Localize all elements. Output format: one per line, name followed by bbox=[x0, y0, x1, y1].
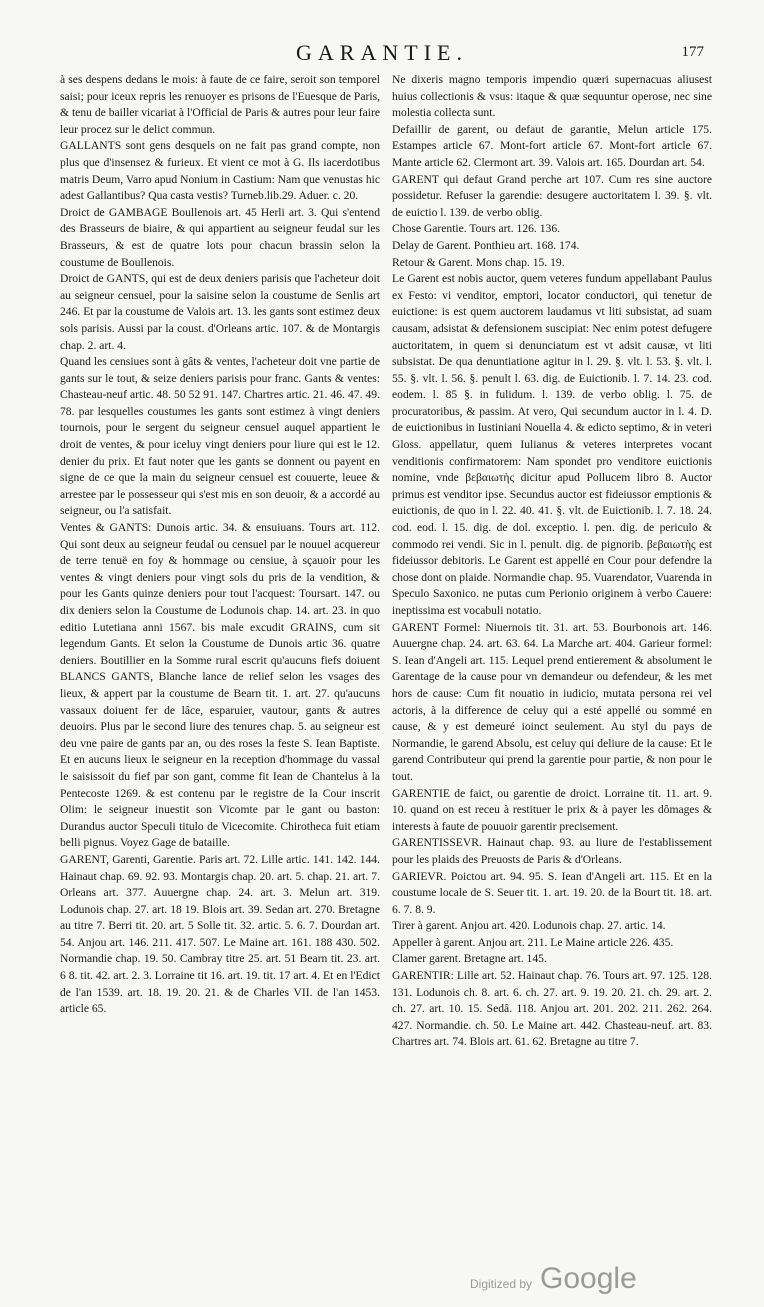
paragraph: GARIEVR. Poictou art. 94. 95. S. Iean d'Angeli art. 115. Et en la coustume locale de S. Seuer tit. 1. art. 19. 20. de la Bourt tit. 18. art. 6. 7. 8. 9. bbox=[392, 869, 712, 916]
paragraph: Le Garent est nobis auctor, quem veteres fundum appellabant Paulus ex Festo: vi venditor, emptori, locator conductori, qui tenetur de euictione: is est quem auctorem laudamus vt liti subsistat, ad suam causam, adsistat & defensionem suscipiat: Nec enim potest defugere auctoritatem, in quem si denunciatum est vt adsit causæ, vt liti subsistat. De qua denuntiatione agitur in l. 29. §. vlt. l. 53. §. vlt. l. 55. §. vlt. l. 56. §. penult l. 63. dig. de Euictionib. l. 7. 14. 23. cod. eodem. l. 85 §. in fulidum. l. 139. de verbo oblig. l. 75. de procuratoribus, & passim. At vero, Qui secundum auctor in l. 4. D. de euictionibus in Iustiniani Nouella 4. & edicto septimo, & in veteri Gloss. appellatur, quem Iulianus & veteres interpretes vocant venditionis confirmatorem: Nam spondet pro venditore euictionis nomine, vnde βεβαιωτὴς dicitur apud Pollucem libro 8. Auctor primus est venditor ipse. Secundus auctor est fideiussor emptionis & euictionis, de quo in l. 22. 40. 41. §. vlt. de Euictionib. l. 7. 18. 24. cod. eod. l. 15. dig. de dol. exceptio. l. pen. dig. de periculo & commodo rei vendi. Sic in l. penult. dig. de pignorib. βεβαιωτὴς est fideiussor debitoris. Le Garent est appellé en Cour pour defendre la chose dont on plaide. Normandie chap. 95. Vuarendator, Vuarenda in Speculo Saxonico. ne putas cum Perionio originem à verbo Cauere: ineptissima est vocabuli notatio. bbox=[392, 272, 712, 617]
paragraph: Chose Garentie. Tours art. 126. 136. bbox=[392, 222, 561, 236]
paragraph: Retour & Garent. Mons chap. 15. 19. bbox=[392, 255, 565, 269]
paragraph: Tirer à garent. Anjou art. 420. Lodunois chap. 27. artic. 14. bbox=[392, 919, 666, 933]
paragraph: GARENT Formel: Niuernois tit. 31. art. 53. Bourbonois art. 146. Auuergne chap. 24. art. 63. 64. La Marche art. 404. Garieur formel: S. Iean d'Angeli art. 115. Lequel prend entierement & absolument le Garentage de la cause pour vn demandeur ou defendeur, & les met hors de cause: Cum fit nouatio in iudicio, mutata persona rei vel actoris, à la difference de celuy qui a esté appellé ou sommé en cause, & y est demeuré ioinct seulement. Au styl du pays de Normandie, le garend Absolu, est celuy qui deliure de la cause: Et le garend Contributeur qui prend la garentie pour partie, & non pour le tout. bbox=[392, 620, 712, 783]
paragraph: GARENT, Garenti, Garentie. Paris art. 72. Lille artic. 141. 142. 144. Hainaut chap. 69. 92. 93. Montargis chap. 20. art. 5. chap. 21. art. 7. Orleans art. 377. Auuergne chap. 24. art. 3. Melun art. 319. Lodunois chap. 27. art. 18 19. Blois art. 39. Sedan art. 270. Bretagne au titre 7. Berri tit. 20. art. 5 Solle tit. 32. artic. 5. 6. 7. Dourdan art. 54. Anjou art. 146. 211. 417. 507. Le Maine art. 161. 188 430. 502. Normandie chap. 19. 50. Cambray titre 25. art. 51 Bearn tit. 23. art. 6 8. tit. 42. art. 2. 3. Lorraine tit 16. art. 19. tit. 17 art. 4. Et en l'Edict de l'an 1539. art. 18. 19. 20. 21. & de Charles VII. de l'an 1453. article 65. bbox=[60, 852, 380, 1016]
digitized-label: Digitized by bbox=[470, 1277, 533, 1291]
left-column bbox=[60, 72, 380, 1018]
paragraph: GARENTISSEVR. Hainaut chap. 93. au liure de l'establissement pour les plaids des Preuosts de Paris & d'Orleans. bbox=[392, 836, 712, 866]
right-column bbox=[392, 72, 712, 1051]
paragraph: Droict de GAMBAGE Boullenois art. 45 Herli art. 3. Qui s'entend des Brasseurs de biaire, & qui appartient au seigneur feudal sur les Brasseurs, & est de quatre lots pour chacun brassin selon la coustume de Boullenois. bbox=[60, 205, 380, 269]
page-header bbox=[60, 40, 704, 72]
running-head: GARANTIE. bbox=[296, 40, 468, 65]
paragraph: Appeller à garent. Anjou art. 211. Le Maine article 226. 435. bbox=[392, 935, 674, 949]
paragraph: Droict de GANTS, qui est de deux deniers parisis que l'acheteur doit au seigneur censuel, pour la saisine selon la coustume de Senlis art 246. Et par la coustume de Valois art. 13. les gants sont estimez deux sols parisis. Aussi par la coust. d'Orleans artic. 107. & de Montargis chap. 2. art. 4. bbox=[60, 272, 380, 352]
paragraph: Clamer garent. Bretagne art. 145. bbox=[392, 952, 547, 966]
paragraph: GARENTIR: Lille art. 52. Hainaut chap. 76. Tours art. 97. 125. 128. 131. Lodunois ch. 8. art. 6. ch. 27. art. 9. 19. 20. 21. ch. 29. art. 2. ch. 27. art. 10. 15. Sedâ. 118. Anjou art. 201. 202. 211. 262. 264. 427. Normandie. ch. 50. Le Maine art. 442. Chasteau-neuf. art. 83. Chartres art. 74. Blois art. 61. 62. Bretagne au titre 7. bbox=[392, 969, 712, 1049]
paragraph: GARENTIE de faict, ou garentie de droict. Lorraine tit. 11. art. 9. 10. quand on est receu à restituer le prix & à payer les dômages & interests à faute de pouuoir garentir precisement. bbox=[392, 786, 712, 833]
google-logo: Google bbox=[540, 1262, 637, 1295]
paragraph: GALLANTS sont gens desquels on ne fait pas grand compte, non plus que d'insensez & furieux. Et vient ce mot à G. Ils iacerdotibus matris Deum, Varro apud Nonium in Castium: Nam que venustas hic adest Gallantibus? Qua casta vestis? Turneb.lib.29. Aduer. c. 20. bbox=[60, 139, 380, 203]
paragraph: Delay de Garent. Ponthieu art. 168. 174. bbox=[392, 238, 580, 252]
paragraph: Defaillir de garent, ou defaut de garantie, Melun article 175. Estampes article 67. Mont-fort article 67. Mont-fort article 67. Mante article 62. Clermont art. 39. Valois art. 165. Dourdan art. 54. bbox=[392, 122, 712, 169]
paragraph: Ventes & GANTS: Dunois artic. 34. & ensuiuans. Tours art. 112. Qui sont deux au seigneur feudal ou censuel par le nouuel acquereur de terre tenuë en foy & hommage ou censiue, à sçauoir pour les ventes & vingt deniers pour vingt sols du pris de la vendition, & pour les Gants quinze deniers pour tout l'acquest: Toursart. 147. ou dix deniers selon la Coustume de Lodunois chap. 14. art. 23. in quo editio Lutetiana anni 1567. bis male excudit GRAINS, cum sit legendum Gants. Et selon la Coustume de Dunois artic 36. quatre deniers. Boutillier en la Somme rural escrit qu'aucuns fiefs doiuent BLANCS GANTS, Blanche lance de relief selon les vsages des lieux, & appert par la coustume de Bearn tit. 1. art. 27. qu'aucuns vassaux doiuent fer de lâce, esparuier, vautour, gants & autres deuoirs. Plus par le second liure des tenures chap. 5. au seigneur est deu vne paire de gants par an, ou des roses la feste S. Iean Baptiste. Et en aucuns lieux le seigneur en la reception d'hommage du vassal le saisissoit du fief par son gant, comme fit Iean de Chantelus à la Pentecoste 1269. & est contenu par le registre de la Cour inscrit Olim: le seigneur inuestit son Vicomte par le gant ou baston: Durandus auctor Speculi titulo de Vicecomite. Chirotheca fuit etiam belli pignus. Voyez Gage de bataille. bbox=[60, 521, 380, 850]
paragraph: à ses despens dedans le mois: à faute de ce faire, seroit son temporel saisi; pour iceux repris les renuoyer es prisons de l'Euesque de Paris, & tenu de bailler vicariat à l'Official de Paris & autres pour leur faire leur procez sur le delict commun. bbox=[60, 73, 380, 136]
digitized-watermark bbox=[470, 1262, 637, 1296]
paragraph: Ne dixeris magno temporis impendio quæri supernacuas aliusest huius collectionis & vsus: itaque & quæ sequuntur operose, nec sine molestia collecta sunt. bbox=[392, 73, 712, 120]
paragraph: Quand les censiues sont à gâts & ventes, l'acheteur doit vne partie de gants sur le tout, & seize deniers parisis pour franc. Gants & ventes: Chasteau-neuf artic. 48. 50 52 91. 147. Chartres artic. 21. 46. 47. 49. 78. par lesquelles coustumes les gants sont estimez à vingt deniers tournois, pour le sergent du seigneur censuel auquel appartient le droit de ventes, & pour iceluy vingt deniers pour liure qui est le 12. denier du prix. Et faut noter que les gants se donnent ou payent en signe de ce que la main du seigneur censuel est couuerte, leuee & arrestee par le possesseur qui s'est mis en son deuoir, & a accordé au seigneur, ou l'a satisfait. bbox=[60, 355, 380, 518]
paragraph: GARENT qui defaut Grand perche art 107. Cum res sine auctore possidetur. Refuser la garendie: desugere auctoritatem l. 39. §. vlt. de euictio l. 139. de verbo oblig. bbox=[392, 172, 712, 219]
page-number: 177 bbox=[681, 44, 704, 60]
